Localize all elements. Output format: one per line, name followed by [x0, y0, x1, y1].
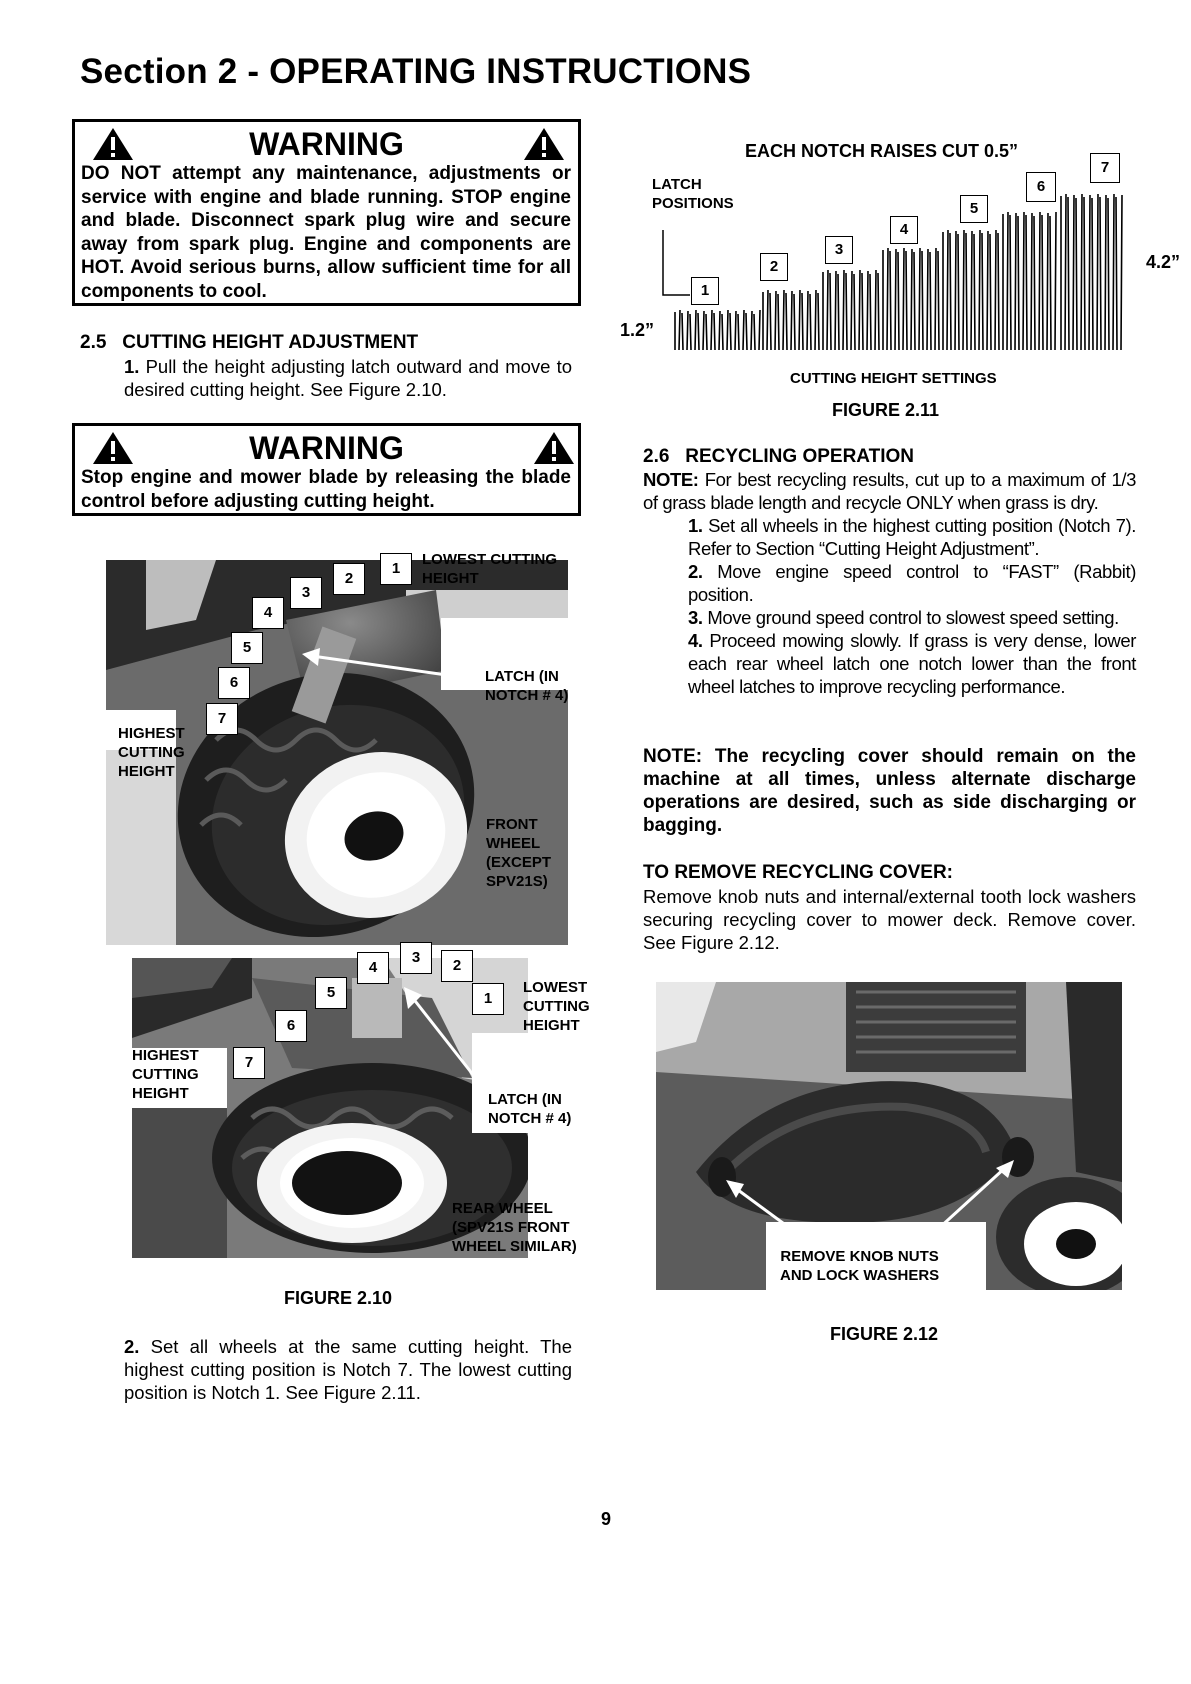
- front-latch-arrow: [300, 640, 470, 700]
- latch-notch-3: 3: [825, 236, 853, 264]
- front-latch-label: LATCH (IN NOTCH # 4): [485, 668, 569, 704]
- step-text: Pull the height adjusting latch outward and move to desired cutting height. See Figure 2.10.: [124, 356, 572, 400]
- step-number: 1.: [688, 515, 703, 536]
- figure-2-12-caption: FIGURE 2.12: [830, 1324, 939, 1344]
- step-text: Proceed mowing slowly. If grass is very dense, lower each rear wheel latch one notch lower than the front wheel latches to improve recycling performance.: [688, 630, 1136, 697]
- rear-notch-2: 2: [441, 950, 473, 982]
- rear-lowest-label: LOWEST CUTTING HEIGHT: [523, 979, 590, 1034]
- front-notch-2: 2: [333, 563, 365, 595]
- step-text: Set all wheels at the same cutting height. The highest cutting position is Notch 7. The lowest cutting position is Notch 1. See Figure 2.11.: [124, 1336, 573, 1403]
- step-number: 1.: [124, 356, 140, 377]
- rear-notch-6: 6: [275, 1010, 307, 1042]
- front-notch-5: 5: [231, 632, 263, 664]
- note-label: NOTE:: [643, 469, 699, 490]
- step-text: Set all wheels in the highest cutting position (Notch 7). Refer to Section “Cutting Height Adjustment”.: [688, 515, 1136, 559]
- remove-knob-nuts-label: REMOVE KNOB NUTS AND LOCK WASHERS: [780, 1248, 940, 1284]
- cutting-height-diagram: [620, 150, 1140, 360]
- warning-header: [75, 122, 578, 162]
- cutting-height-settings-label: CUTTING HEIGHT SETTINGS: [790, 370, 997, 387]
- step-2-paragraph: [124, 1335, 572, 1404]
- recycling-steps: [688, 514, 1136, 698]
- page-title: Section 2 - OPERATING INSTRUCTIONS: [80, 52, 752, 91]
- section-title: RECYCLING OPERATION: [685, 446, 914, 467]
- remove-cover-text: Remove knob nuts and internal/external tooth lock washers securing recycling cover to mower deck. Remove cover. See Figure 2.12.: [643, 886, 1136, 953]
- rear-notch-1: 1: [472, 983, 504, 1015]
- step-number: 4.: [688, 630, 703, 651]
- max-height-label: 4.2”: [1146, 252, 1181, 272]
- latch-notch-6: 6: [1026, 172, 1056, 202]
- recycling-note: [643, 468, 1136, 514]
- section-number: 2.6: [643, 446, 670, 467]
- front-notch-1: 1: [380, 553, 412, 585]
- warning-box-maintenance: [72, 119, 581, 306]
- page-number: 9: [601, 1509, 612, 1529]
- figure-2-10-caption: FIGURE 2.10: [284, 1288, 393, 1308]
- recycling-step-2: [688, 560, 1136, 606]
- recycling-cover-note: NOTE: The recycling cover should remain on the machine at all times, unless alternate discharge operations are desired, such as side discharging or bagging.: [643, 746, 1136, 836]
- rear-wheel-label: REAR WHEEL (SPV21S FRONT WHEEL SIMILAR): [452, 1200, 577, 1255]
- rear-latch-label: LATCH (IN NOTCH # 4): [488, 1091, 572, 1127]
- warning-text: DO NOT attempt any maintenance, adjustments or service with engine and blade running. STOP engine and blade. Disconnect spark plug wire and secure away from spark plug. Engine and components are HOT. Avoid serious burns, allow sufficient time for all components to cool.: [81, 163, 571, 302]
- warning-triangle-icon: [522, 126, 566, 162]
- section-heading-2-6: [643, 446, 914, 468]
- rear-notch-4: 4: [357, 952, 389, 984]
- rear-notch-5: 5: [315, 977, 347, 1009]
- front-highest-label: HIGHEST CUTTING HEIGHT: [118, 725, 185, 780]
- rear-notch-3: 3: [400, 942, 432, 974]
- warning-heading: WARNING: [249, 126, 404, 162]
- front-lowest-label: LOWEST CUTTING HEIGHT: [422, 551, 557, 587]
- step-number: 3.: [688, 607, 703, 628]
- step-text: Move engine speed control to “FAST” (Rabbit) position.: [688, 561, 1136, 605]
- step-number: 2.: [124, 1336, 140, 1357]
- section-title: CUTTING HEIGHT ADJUSTMENT: [122, 332, 419, 353]
- latch-positions-label: LATCH POSITIONS: [652, 176, 734, 212]
- warning-text: Stop engine and mower blade by releasing the blade control before adjusting cutting height.: [81, 467, 571, 512]
- warning-triangle-icon: [532, 430, 576, 466]
- latch-notch-1: 1: [691, 277, 719, 305]
- recycling-cover-photo: [656, 982, 1122, 1290]
- front-notch-7: 7: [206, 703, 238, 735]
- remove-cover-heading: TO REMOVE RECYCLING COVER:: [643, 862, 954, 883]
- warning-box-stop-engine: [72, 423, 581, 516]
- section-number: 2.5: [80, 332, 107, 353]
- front-notch-6: 6: [218, 667, 250, 699]
- latch-notch-2: 2: [760, 253, 788, 281]
- recycling-step-4: [688, 629, 1136, 698]
- rear-notch-7: 7: [233, 1047, 265, 1079]
- warning-heading: WARNING: [249, 430, 404, 466]
- note-text: For best recycling results, cut up to a maximum of 1/3 of grass blade length and recycle ONLY when grass is dry.: [643, 469, 1136, 513]
- figure-2-11-caption: FIGURE 2.11: [832, 400, 940, 420]
- recycling-step-3: [688, 606, 1136, 629]
- step-number: 2.: [688, 561, 703, 582]
- min-height-label: 1.2”: [620, 320, 655, 340]
- step-text: Move ground speed control to slowest speed setting.: [707, 607, 1119, 628]
- recycling-step-1: [688, 514, 1136, 560]
- warning-header: [75, 426, 578, 466]
- rear-highest-label: HIGHEST CUTTING HEIGHT: [132, 1047, 199, 1102]
- latch-notch-7: 7: [1090, 153, 1120, 183]
- latch-notch-4: 4: [890, 216, 918, 244]
- latch-notch-5: 5: [960, 195, 988, 223]
- section-heading-2-5: [80, 332, 418, 354]
- front-wheel-label: FRONT WHEEL (EXCEPT SPV21S): [486, 816, 552, 890]
- front-notch-3: 3: [290, 577, 322, 609]
- step-1-paragraph: [124, 355, 572, 401]
- front-notch-4: 4: [252, 597, 284, 629]
- grass-steps-drawing: [620, 150, 1140, 360]
- figure-2-11-top-label: EACH NOTCH RAISES CUT 0.5”: [745, 141, 1019, 161]
